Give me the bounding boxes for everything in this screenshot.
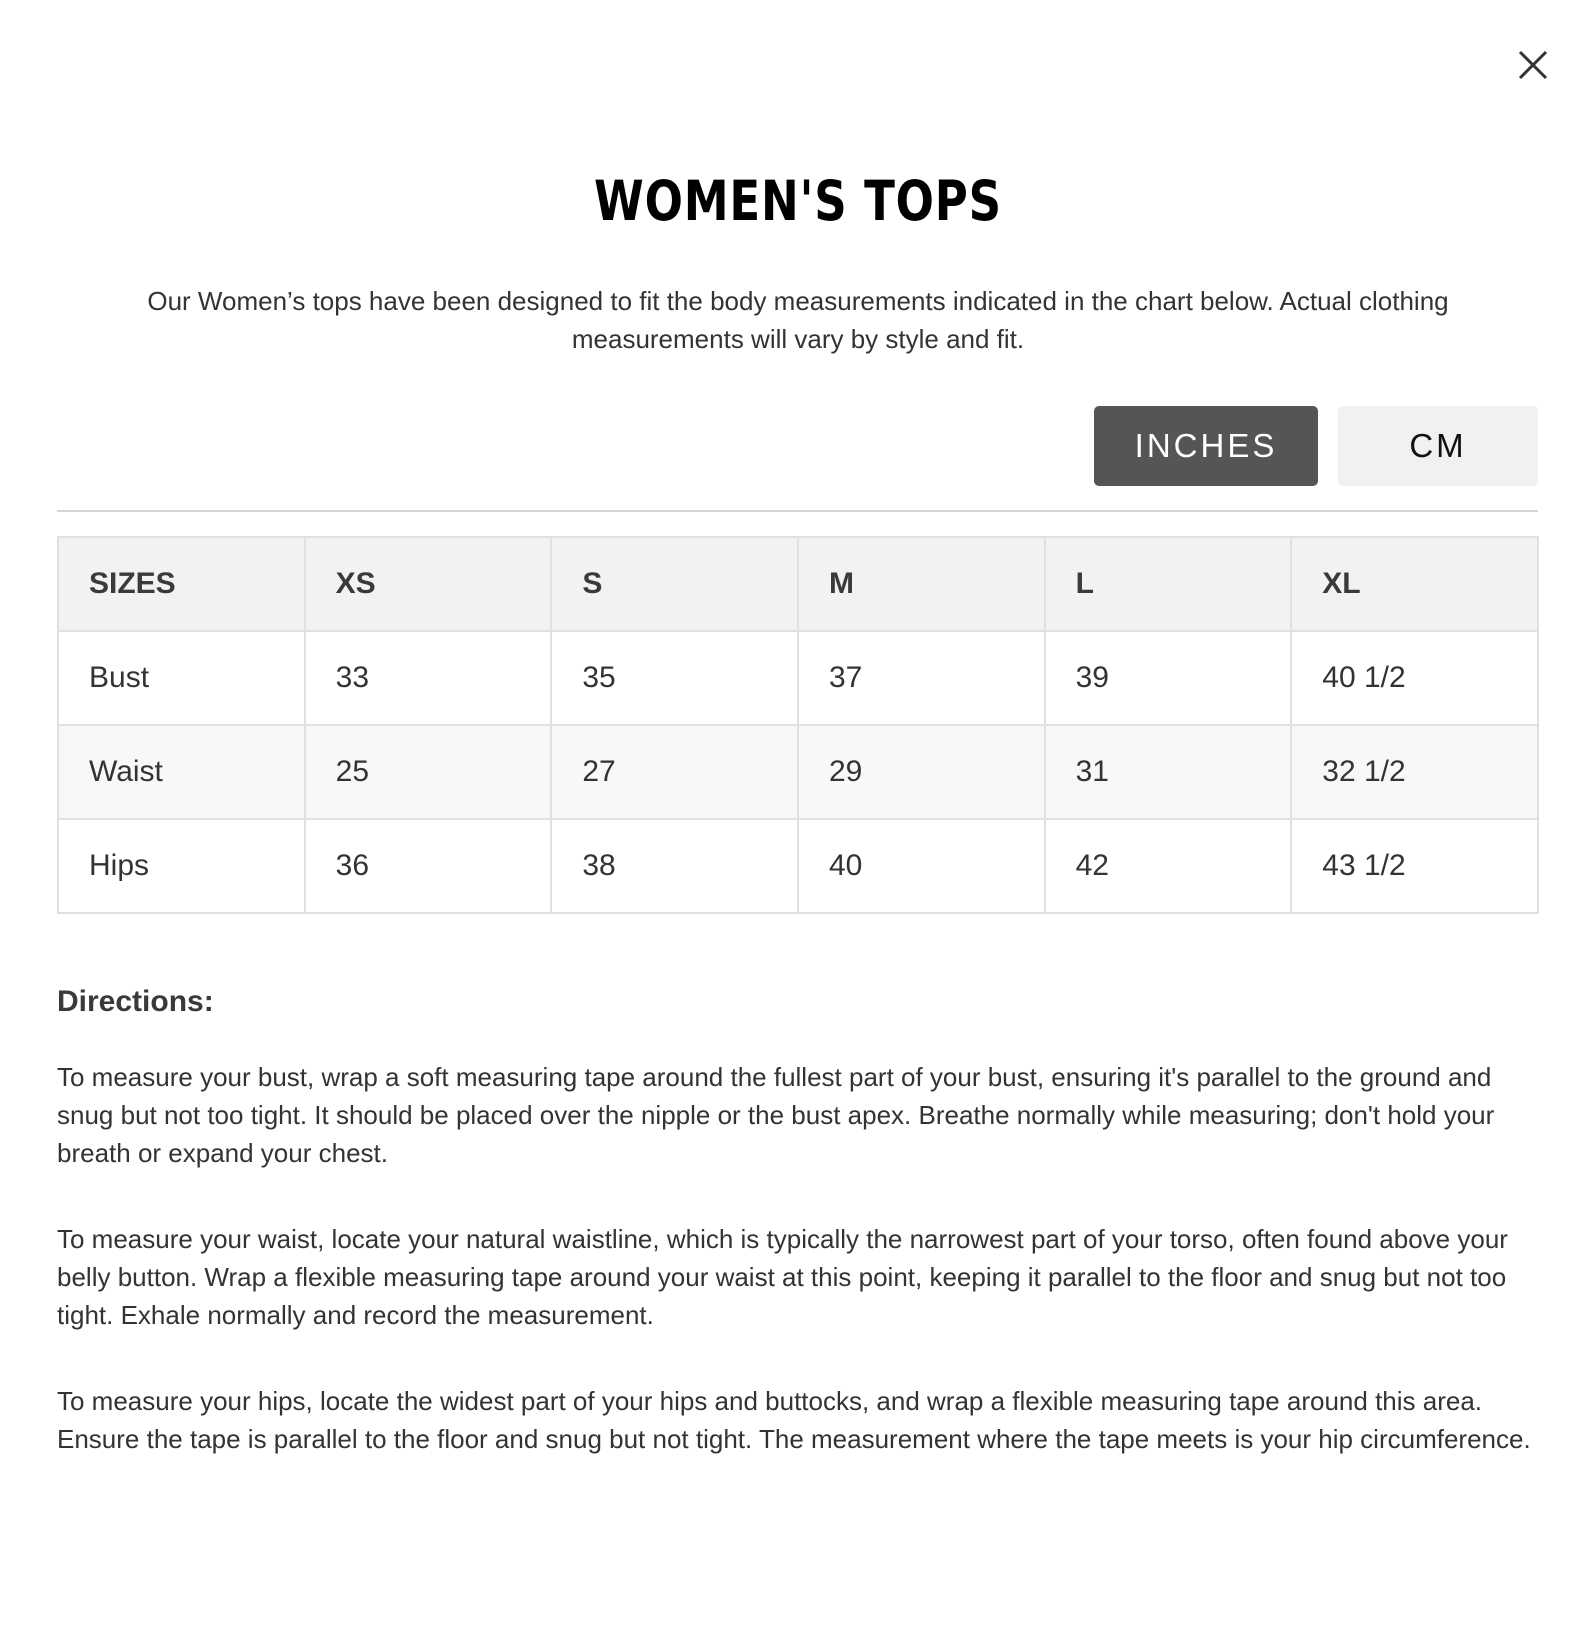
row-label: Waist xyxy=(58,725,305,819)
table-cell: 35 xyxy=(551,631,798,725)
table-cell: 43 1/2 xyxy=(1291,819,1538,913)
bust-directions-paragraph: To measure your bust, wrap a soft measuring tape around the fullest part of your bust, ensuring it's parallel to the ground and snug but not too tight. It should be placed over the nipple or the bust apex. Breathe normally while measuring; don't hold your breath or expand your chest. xyxy=(57,1062,1495,1168)
modal-title: WOMEN'S TOPS xyxy=(593,169,1002,233)
table-cell: 37 xyxy=(798,631,1045,725)
table-header-row xyxy=(58,537,1538,631)
directions-heading: Directions: xyxy=(57,985,214,1018)
table-cell: 39 xyxy=(1045,631,1292,725)
hips-directions-paragraph: To measure your hips, locate the widest part of your hips and buttocks, and wrap a flexible measuring tape around this area. Ensure the tape is parallel to the floor and snug but not tight. The measurement where the tape meets is your hip circumference. xyxy=(57,1386,1531,1454)
table-cell: 40 1/2 xyxy=(1291,631,1538,725)
header-s: S xyxy=(551,537,798,631)
table-row-hips xyxy=(58,819,1538,913)
table-cell: 38 xyxy=(551,819,798,913)
table-cell: 33 xyxy=(305,631,552,725)
close-button[interactable] xyxy=(1512,44,1554,86)
divider xyxy=(57,510,1538,512)
cm-toggle-button[interactable]: CM xyxy=(1338,406,1538,486)
inches-toggle-button[interactable]: INCHES xyxy=(1094,406,1318,486)
table-cell: 42 xyxy=(1045,819,1292,913)
table-cell: 32 1/2 xyxy=(1291,725,1538,819)
close-icon xyxy=(1512,44,1554,86)
header-xl: XL xyxy=(1291,537,1538,631)
waist-directions-paragraph: To measure your waist, locate your natural waistline, which is typically the narrowest part of your torso, often found above your belly button. Wrap a flexible measuring tape around your waist at this point, keeping it parallel to the floor and snug but not too tight. Exhale normally and record the measurement. xyxy=(57,1224,1508,1330)
row-label: Bust xyxy=(58,631,305,725)
table-row-waist xyxy=(58,725,1538,819)
header-l: L xyxy=(1045,537,1292,631)
header-sizes: SIZES xyxy=(58,537,305,631)
table-cell: 31 xyxy=(1045,725,1292,819)
table-row-bust xyxy=(58,631,1538,725)
table-cell: 40 xyxy=(798,819,1045,913)
table-cell: 29 xyxy=(798,725,1045,819)
table-cell: 27 xyxy=(551,725,798,819)
row-label: Hips xyxy=(58,819,305,913)
header-m: M xyxy=(798,537,1045,631)
table-cell: 25 xyxy=(305,725,552,819)
table-cell: 36 xyxy=(305,819,552,913)
size-chart-table xyxy=(57,536,1539,914)
intro-text: Our Women’s tops have been designed to fit the body measurements indicated in the chart below. Actual clothing measurements will vary by style and fit. xyxy=(147,286,1449,354)
header-xs: XS xyxy=(305,537,552,631)
